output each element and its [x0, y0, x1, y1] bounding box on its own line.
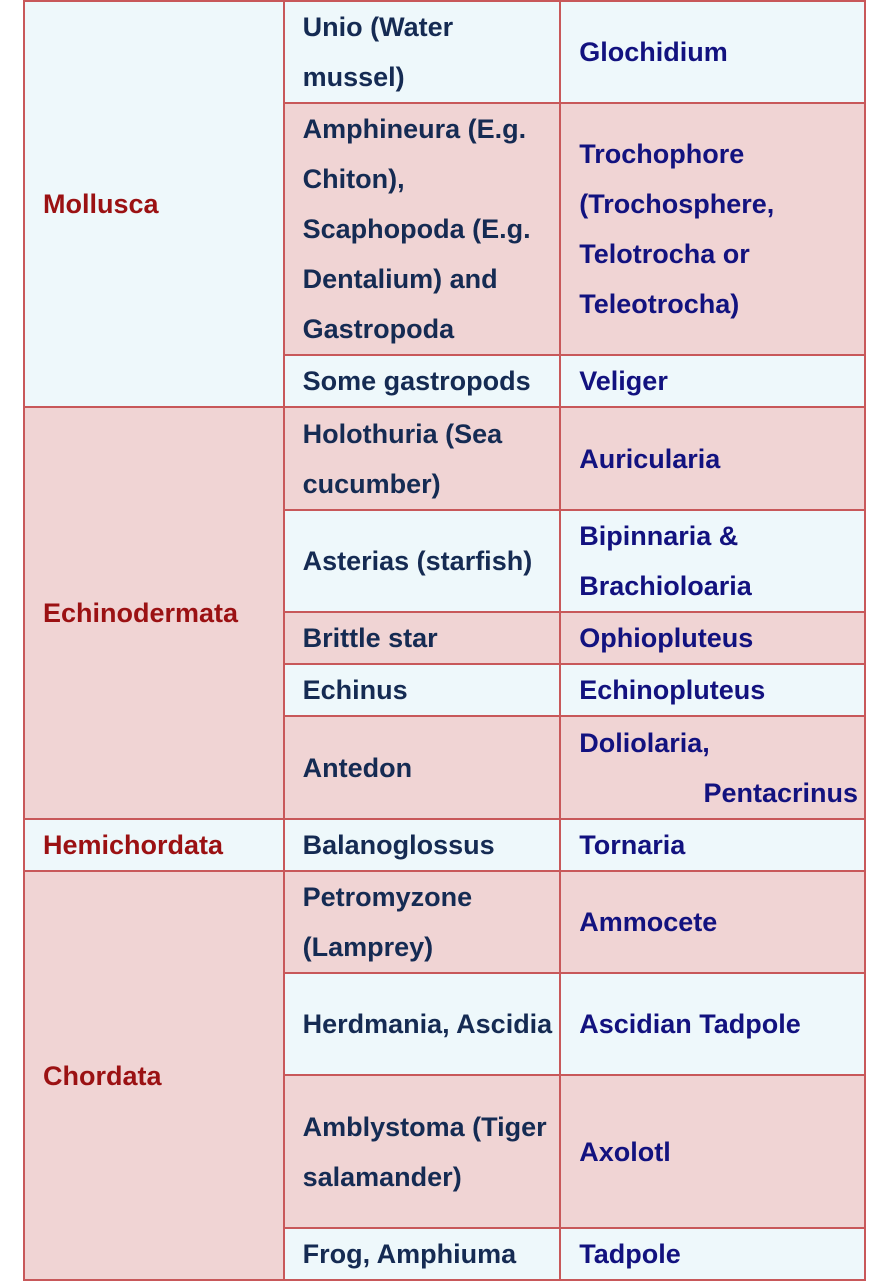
- example-cell: Asterias (starfish): [284, 510, 561, 612]
- example-cell: Petromyzone (Lamprey): [284, 871, 561, 973]
- larva-cell: Auricularia: [560, 407, 865, 510]
- phylum-cell-chordata: Chordata: [24, 871, 284, 1280]
- example-cell: Antedon: [284, 716, 561, 819]
- larva-cell: Trochophore (Trochosphere, Telotrocha or Teleotrocha): [560, 103, 865, 355]
- larva-cell: Ophiopluteus: [560, 612, 865, 664]
- larva-cell: Echinopluteus: [560, 664, 865, 716]
- phylum-cell-echinodermata: Echinodermata: [24, 407, 284, 819]
- larva-line-1: Doliolaria,: [579, 727, 710, 758]
- larva-table-container: [23, 0, 866, 1280]
- larva-cell: Bipinnaria & Brachioloaria: [560, 510, 865, 612]
- example-cell: Holothuria (Sea cucumber): [284, 407, 561, 510]
- example-cell: Some gastropods: [284, 355, 561, 407]
- larva-cell: Ascidian Tadpole: [560, 973, 865, 1075]
- larva-cell: Tornaria: [560, 819, 865, 871]
- example-cell: Frog, Amphiuma: [284, 1228, 561, 1280]
- phylum-cell-mollusca: Mollusca: [24, 1, 284, 407]
- larva-line-2: Pentacrinus: [703, 777, 858, 808]
- table-row: [24, 871, 865, 973]
- larva-cell: Veliger: [560, 355, 865, 407]
- example-cell: Echinus: [284, 664, 561, 716]
- larva-cell: Glochidium: [560, 1, 865, 103]
- table-row: [24, 407, 865, 510]
- table-row: [24, 1, 865, 103]
- example-cell: Amphineura (E.g. Chiton), Scaphopoda (E.g. Dentalium) and Gastropoda: [284, 103, 561, 355]
- table-row: [24, 819, 865, 871]
- example-cell: Balanoglossus: [284, 819, 561, 871]
- larva-cell: [560, 716, 865, 819]
- example-cell: Brittle star: [284, 612, 561, 664]
- example-cell: Unio (Water mussel): [284, 1, 561, 103]
- larva-cell: Tadpole: [560, 1228, 865, 1280]
- larva-cell: Axolotl: [560, 1075, 865, 1228]
- larval-forms-table: [23, 0, 866, 1281]
- example-cell: Amblystoma (Tiger salamander): [284, 1075, 561, 1228]
- example-cell: Herdmania, Ascidia: [284, 973, 561, 1075]
- phylum-cell-hemichordata: Hemichordata: [24, 819, 284, 871]
- larva-cell: Ammocete: [560, 871, 865, 973]
